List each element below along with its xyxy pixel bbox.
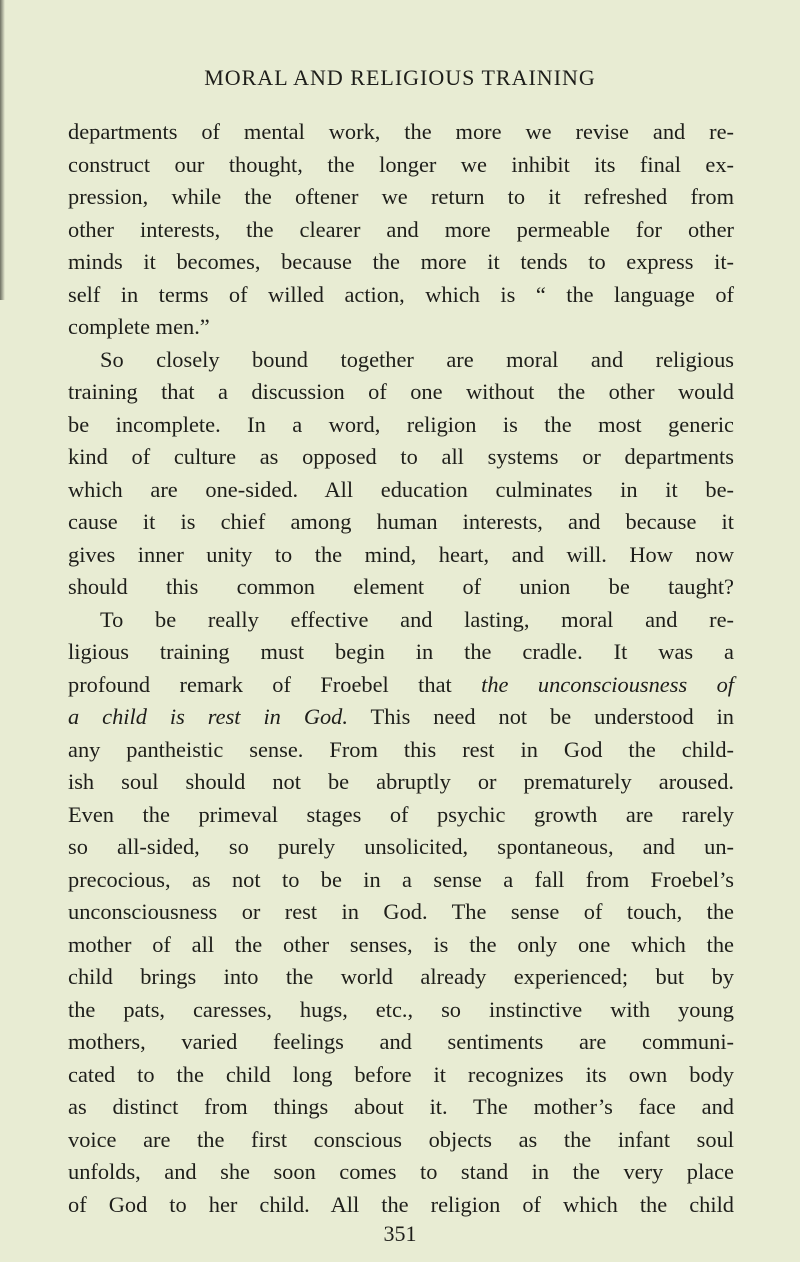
text-run: be incomplete. In a word, religion is the most generic — [68, 411, 734, 437]
text-line — [68, 214, 734, 247]
text-run: unconsciousness or rest in God. The sense of touch, the — [68, 899, 734, 924]
body-text — [68, 116, 734, 1221]
text-line — [68, 766, 734, 799]
running-head: MORAL AND RELIGIOUS TRAINING — [204, 65, 596, 90]
text-line — [68, 506, 734, 539]
text-run: child brings into the world already experienced; but by — [68, 964, 734, 989]
text-line — [68, 994, 734, 1027]
text-line — [68, 376, 734, 409]
page-number: 351 — [383, 1221, 417, 1246]
text-line — [68, 961, 734, 994]
text-line — [68, 896, 734, 929]
text-line — [68, 474, 734, 507]
text-run: unfolds, and she soon comes to stand in the very place — [68, 1159, 734, 1184]
text-line — [68, 669, 734, 702]
text-run: the pats, caresses, hugs, etc., so instinctive with young — [68, 996, 734, 1022]
text-line — [68, 1091, 734, 1124]
text-run: pression, while the oftener we return to it refreshed from — [68, 184, 734, 209]
text-run: departments of mental work, the more we revise and re- — [68, 119, 734, 144]
text-run: self in terms of willed action, which is “ the language of — [68, 281, 734, 307]
text-run: kind of culture as opposed to all systems or departments — [68, 444, 734, 469]
text-run: This need not be understood in — [347, 704, 735, 729]
text-line — [68, 799, 734, 832]
text-line — [68, 604, 734, 637]
text-run: complete men.” — [68, 314, 210, 339]
text-line — [68, 279, 734, 312]
text-line — [68, 701, 734, 734]
text-run: Even the primeval stages of psychic growth are rarely — [68, 801, 734, 827]
text-line — [68, 1156, 734, 1189]
text-run: other interests, the clearer and more permeable for other — [68, 216, 734, 242]
text-run: So closely bound together are moral and religious — [100, 346, 734, 372]
text-run: as distinct from things about it. The mother’s face and — [68, 1094, 734, 1119]
text-run: construct our thought, the longer we inhibit its final ex- — [68, 151, 734, 177]
text-run: precocious, as not to be in a sense a fall from Froebel’s — [68, 866, 734, 892]
text-line — [68, 1124, 734, 1157]
text-run: profound remark of Froebel that — [68, 671, 482, 697]
text-line — [68, 734, 734, 767]
text-line — [68, 1026, 734, 1059]
text-run: so all-sided, so purely unsolicited, spontaneous, and un- — [68, 834, 734, 859]
text-run: gives inner unity to the mind, heart, and will. How now — [68, 541, 734, 567]
text-line — [68, 1059, 734, 1092]
text-run: ligious training must begin in the cradle. It was a — [68, 639, 734, 664]
text-run: of God to her child. All the religion of which the child — [68, 1191, 734, 1217]
text-run: mothers, varied feelings and sentiments are communi- — [68, 1029, 734, 1054]
text-line — [68, 864, 734, 897]
text-run: voice are the first conscious objects as the infant soul — [68, 1126, 734, 1152]
text-line — [68, 571, 734, 604]
text-line — [68, 636, 734, 669]
text-line — [68, 344, 734, 377]
text-run: cated to the child long before it recognizes its own body — [68, 1061, 734, 1087]
text-line — [68, 149, 734, 182]
text-run: cause it is chief among human interests, and because it — [68, 509, 734, 534]
text-line — [68, 181, 734, 214]
text-line — [68, 246, 734, 279]
text-run: any pantheistic sense. From this rest in God the child- — [68, 736, 734, 762]
text-line — [68, 116, 734, 149]
text-line — [68, 539, 734, 572]
text-line — [68, 311, 734, 344]
text-line — [68, 1189, 734, 1222]
text-run: should this common element of union be taught? — [68, 574, 734, 599]
text-line — [68, 409, 734, 442]
text-run: ish soul should not be abruptly or prematurely aroused. — [68, 769, 734, 794]
page-edge-shadow — [0, 0, 5, 300]
text-line — [68, 929, 734, 962]
text-run: minds it becomes, because the more it tends to express it- — [68, 249, 734, 274]
text-line — [68, 441, 734, 474]
text-run: mother of all the other senses, is the only one which the — [68, 931, 734, 957]
text-run: To be really effective and lasting, moral and re- — [100, 606, 734, 632]
italic-text: a child is rest in God. — [68, 704, 348, 729]
italic-text: the unconsciousness of — [481, 671, 734, 697]
text-run: training that a discussion of one without the other would — [68, 379, 734, 404]
text-line — [68, 831, 734, 864]
text-run: which are one-sided. All education culminates in it be- — [68, 476, 734, 502]
